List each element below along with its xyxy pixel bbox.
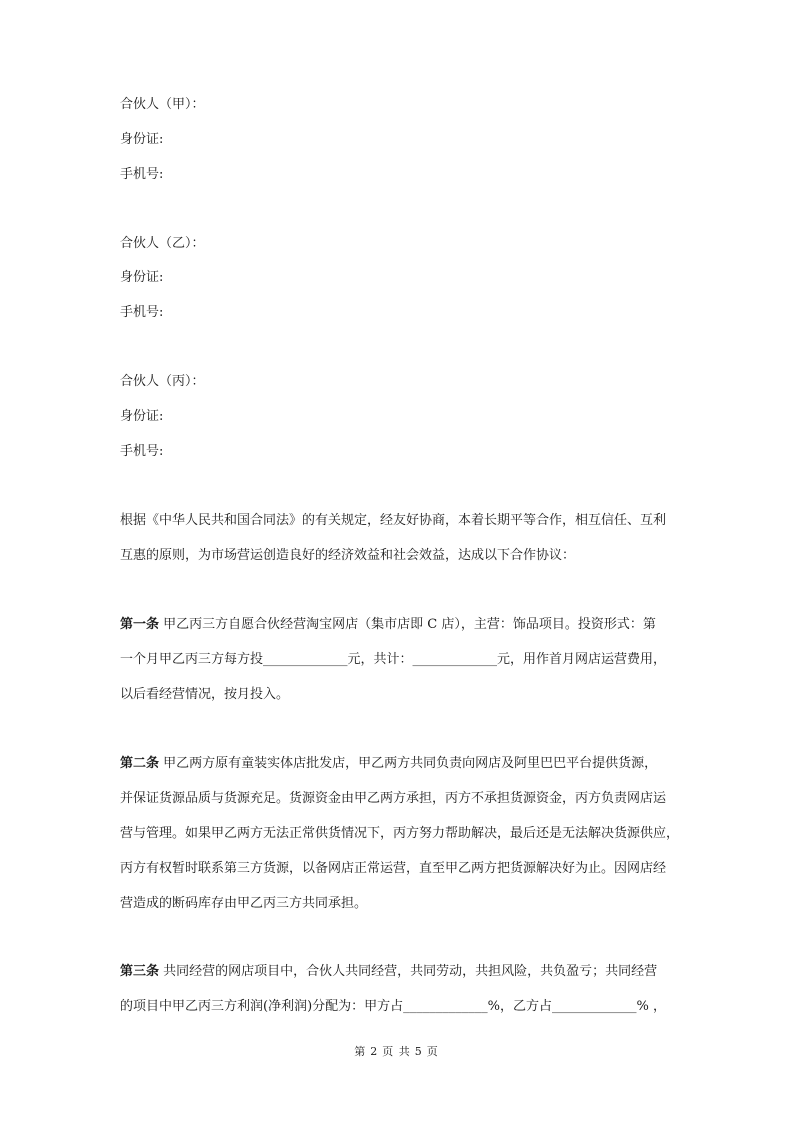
intro-line: 根据《中华人民共和国合同法》的有关规定，经友好协商，本着长期平等合作，相互信任、互利 — [120, 513, 667, 528]
article-1-title: 第一条 — [120, 617, 160, 632]
partner-b-label: 合伙人（乙）： — [120, 236, 205, 251]
article-line: 甲乙两方原有童装实体店批发店，甲乙两方共同负责向网店及阿里巴巴平台提供货源， — [159, 756, 658, 771]
page-prefix: 第 — [354, 1045, 367, 1058]
page-middle: 页 共 — [382, 1045, 411, 1058]
partner-a-phone-label: 手机号: — [120, 167, 164, 182]
article-2 — [120, 756, 680, 912]
article-1 — [120, 617, 667, 703]
page-total: 5 — [414, 1045, 423, 1058]
page-suffix: 页 — [426, 1045, 439, 1058]
page-indicator — [0, 1045, 793, 1059]
article-line: 一个月甲乙丙三方每方投_____________元，共计：_____________元，用作首月网店运营费用， — [120, 652, 667, 667]
article-3 — [120, 964, 666, 1015]
intro-line: 互惠的原则，为市场营运创造良好的经济效益和社会效益，达成以下合作协议： — [120, 548, 576, 563]
partner-b-id-label: 身份证: — [120, 270, 164, 285]
article-line: 营与管理。如果甲乙两方无法正常供货情况下，丙方努力帮助解决，最后还是无法解决货源供应， — [120, 826, 680, 841]
article-line: 的项目中甲乙丙三方利润(净利润)分配为：甲方占_____________%，乙方占_____________% ， — [120, 999, 666, 1014]
page-number: 2 — [370, 1045, 379, 1058]
partner-c-phone-label: 手机号: — [120, 444, 164, 459]
article-line: 并保证货源品质与货源充足。货源资金由甲乙两方承担，丙方不承担货源资金，丙方负责网店运 — [120, 791, 667, 806]
article-2-title: 第二条 — [120, 756, 160, 771]
partner-a-id-label: 身份证: — [120, 132, 164, 147]
article-line: 营造成的断码库存由甲乙丙三方共同承担。 — [120, 896, 368, 911]
partner-a-label: 合伙人（甲）： — [120, 97, 205, 112]
article-line: 甲乙丙三方自愿合伙经营淘宝网店（集市店即 C 店），主营：饰品项目。投资形式：第 — [159, 617, 656, 632]
partner-c-label: 合伙人（丙）： — [120, 374, 205, 389]
partner-b-phone-label: 手机号: — [120, 305, 164, 320]
partner-c-id-label: 身份证: — [120, 409, 164, 424]
article-line: 以后看经营情况，按月投入。 — [120, 687, 290, 702]
article-line: 共同经营的网店项目中，合伙人共同经营，共同劳动，共担风险，共负盈亏；共同经营 — [159, 964, 658, 979]
intro-paragraph — [120, 513, 667, 564]
article-3-title: 第三条 — [120, 964, 160, 979]
article-line: 丙方有权暂时联系第三方货源，以备网店正常运营，直至甲乙两方把货源解决好为止。因网店经 — [120, 861, 667, 876]
